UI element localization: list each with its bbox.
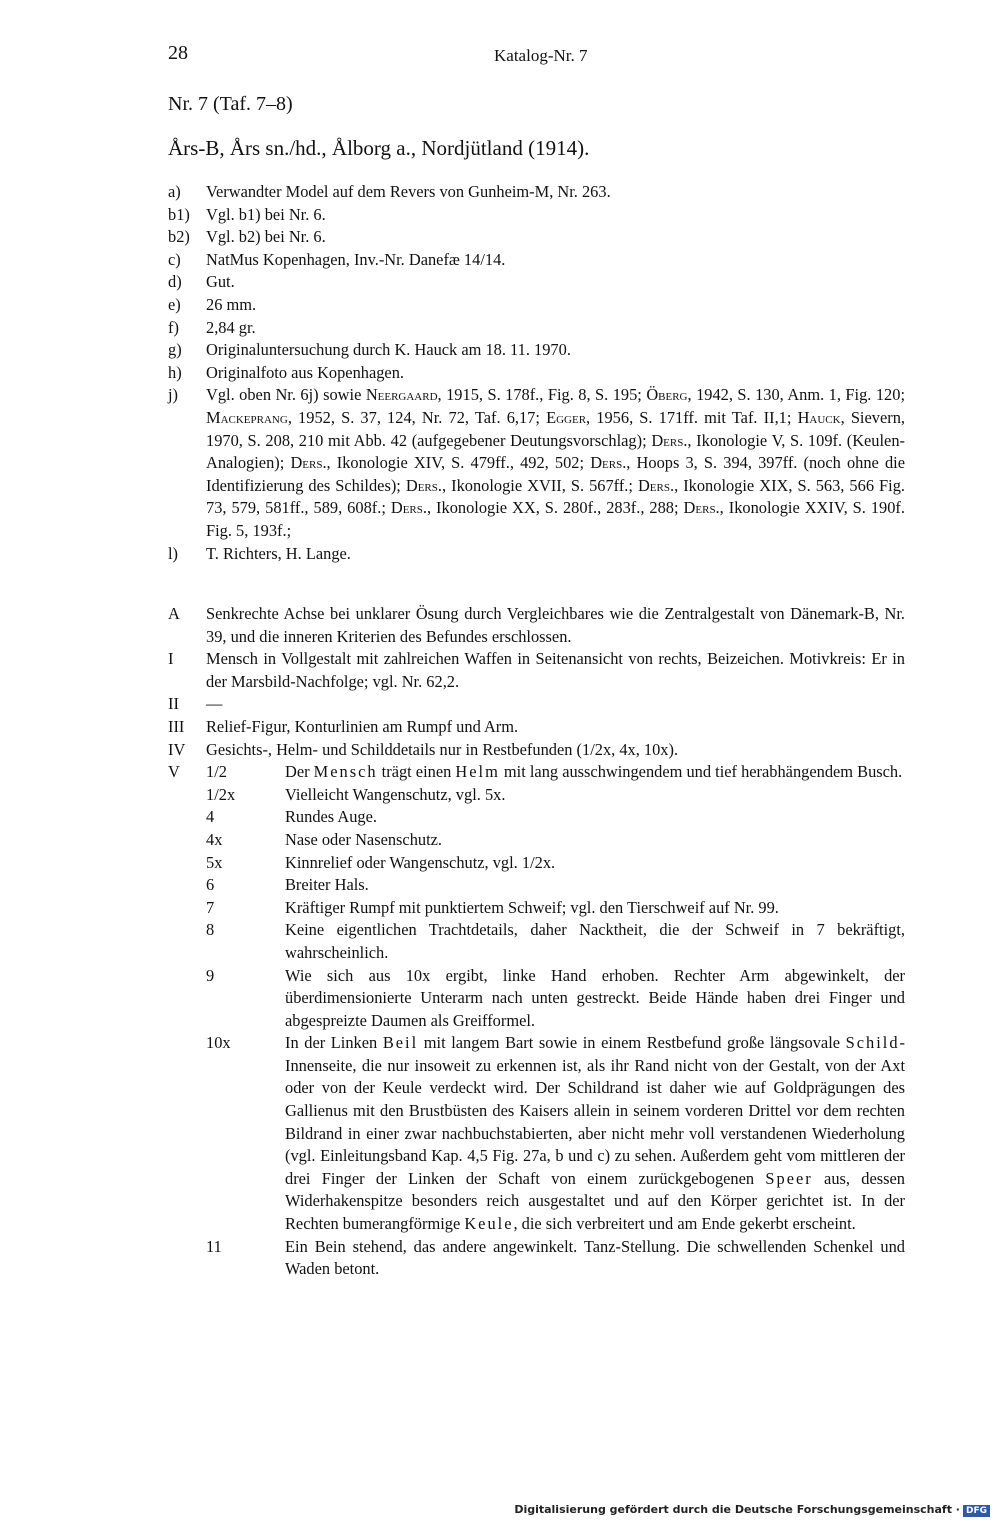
item-key: j)	[168, 385, 179, 405]
list-item	[168, 181, 905, 204]
item-text: Relief-Figur, Konturlinien am Rumpf und Arm.	[206, 716, 519, 736]
item-text: T. Richters, H. Lange.	[206, 543, 351, 563]
entry-subtitle: Års-B, Års sn./hd., Ålborg a., Nordjütland (1914).	[168, 136, 590, 160]
item-text: Vgl. b1) bei Nr. 6.	[206, 204, 326, 224]
item-text: Verwandter Model auf dem Revers von Gunheim-M, Nr. 263.	[206, 182, 611, 201]
detail-item: 6 Breiter Hals.	[206, 875, 369, 895]
item-key: III	[168, 716, 185, 736]
item-text: Senkrechte Achse bei unklarer Ösung durch Vergleichbares wie die Zentralgestalt von Dänemark-B, Nr. 39, und die inneren Kriterien des Befundes erschlossen.	[206, 604, 905, 646]
item-key: d)	[168, 272, 182, 292]
item-key: f)	[168, 317, 179, 337]
detail-item: 10x In der Linken Beil mit langem Bart sowie in einem Restbefund große längsovale Schild-Innenseite, die nur insoweit zu erkennen ist, als ihr Rand nicht von der Gestalt, von der Axt oder von der Keule verdeckt wird. Der Schildrand ist daher wie auf Goldprägungen des Gallienus mit den Brustbüsten des Kaisers allein in seinem vorderen Drittel vor dem rechten Bildrand in einer zwar nachbuchstabierten, aber nicht mehr voll verstandenen Wiederholung (vgl. Einleitungsband Kap. 4,5 Fig. 27a, b und c) zu sehen. Außerdem geht vom mittleren der drei Finger der Linken der Schaft von einem zurückgebogenen Speer aus, dessen Widerhakenspitze besonders reich ausgestaltet und auf den Körper gerichtet ist. In der Rechten bumerangförmige Keule, die sich verbreitert und am Ende gekerbt erscheint.	[206, 1033, 905, 1234]
description-items	[168, 603, 905, 1281]
item-key: h)	[168, 362, 182, 382]
list-item	[168, 739, 905, 762]
detail-item: 8 Keine eigentlichen Trachtdetails, daher Nacktheit, die der Schweif in 7 bekräftigt, wahrscheinlich.	[206, 920, 905, 962]
item-text: Mensch in Vollgestalt mit zahlreichen Waffen in Seitenansicht von rechts, Beizeichen. Motivkreis: Er in der Marsbild-Nachfolge; vgl. Nr. 62,2.	[206, 649, 905, 691]
item-key: A	[168, 604, 180, 623]
list-item	[168, 339, 905, 362]
digitization-credit: Digitalisierung gefördert durch die Deutsche Forschungsgemeinschaft · DFG	[514, 1503, 990, 1517]
list-item	[168, 204, 905, 227]
item-key: a)	[168, 182, 181, 201]
detail-item: 4 Rundes Auge.	[206, 807, 377, 827]
item-key: I	[168, 649, 174, 669]
list-item	[168, 226, 905, 249]
detail-list	[206, 761, 905, 1281]
item-text: Gut.	[206, 272, 235, 292]
item-key: e)	[168, 294, 181, 314]
list-item	[168, 317, 905, 340]
list-item	[168, 603, 905, 648]
detail-item: 1/2 Der Mensch trägt einen Helm mit lang ausschwingendem und tief herabhängendem Busch.	[206, 762, 903, 782]
list-item	[168, 362, 905, 385]
item-text: 26 mm.	[206, 294, 257, 314]
list-item	[168, 249, 905, 272]
item-key: g)	[168, 340, 182, 360]
bibliography-text: Vgl. oben Nr. 6j) sowie Neergaard, 1915, S. 178f., Fig. 8, S. 195; Öberg, 1942, S. 130, Anm. 1, Fig. 120; Mackeprang, 1952, S. 37, 124, Nr. 72, Taf. 6,17; Egger, 1956, S. 171ff. mit Taf. II,1; Hauck, Sievern, 1970, S. 208, 210 mit Abb. 42 (aufgegebener Deutungsvorschlag); Ders., Ikonologie V, S. 109f. (Keulen-Analogien); Ders., Ikonologie XIV, S. 479ff., 492, 502; Ders., Hoops 3, S. 394, 397ff. (noch ohne die Identifizierung des Schildes); Ders., Ikonologie XVII, S. 567ff.; Ders., Ikonologie XIX, S. 563, 566 Fig. 73, 579, 581ff., 589, 608f.; Ders., Ikonologie XX, S. 280f., 283f., 288; Ders., Ikonologie XXIV, S. 190f. Fig. 5, 193f.;	[206, 385, 906, 540]
detail-item: 7 Kräftiger Rumpf mit punktiertem Schweif; vgl. den Tierschweif auf Nr. 99.	[206, 897, 779, 917]
list-item-j	[168, 384, 905, 542]
dfg-logo: DFG	[963, 1505, 990, 1517]
item-text: NatMus Kopenhagen, Inv.-Nr. Danefæ 14/14.	[206, 249, 506, 269]
list-item	[168, 693, 905, 716]
item-key: IV	[168, 739, 186, 759]
item-key: l)	[168, 543, 179, 563]
item-text: Vgl. b2) bei Nr. 6.	[206, 227, 326, 247]
list-item-v	[168, 761, 905, 1281]
item-text: Originalfoto aus Kopenhagen.	[206, 362, 405, 382]
item-text: Originaluntersuchung durch K. Hauck am 18. 11. 1970.	[206, 340, 571, 360]
item-text: 2,84 gr.	[206, 317, 256, 337]
detail-item: 11 Ein Bein stehend, das andere angewinkelt. Tanz-Stellung. Die schwellenden Schenkel und Waden betont.	[206, 1236, 905, 1279]
list-item	[168, 543, 905, 566]
item-key: b2)	[168, 227, 190, 247]
detail-item: 9 Wie sich aus 10x ergibt, linke Hand erhoben. Rechter Arm abgewinkelt, der überdimensionierte Unterarm nach unten gestreckt. Beide Hände haben drei Finger und abgespreizte Daumen als Greifformel.	[206, 965, 905, 1030]
item-key: b1)	[168, 204, 190, 224]
list-item	[168, 648, 905, 693]
detail-item: 1/2x Vielleicht Wangenschutz, vgl. 5x.	[206, 784, 506, 804]
detail-item: 5x Kinnrelief oder Wangenschutz, vgl. 1/2x.	[206, 852, 556, 872]
entry-title: Nr. 7 (Taf. 7–8)	[168, 93, 293, 115]
item-key: V	[168, 762, 180, 782]
item-text: Gesichts-, Helm- und Schilddetails nur in Restbefunden (1/2x, 4x, 10x).	[206, 739, 679, 759]
list-item	[168, 294, 905, 317]
item-key: II	[168, 694, 179, 714]
page-number: 28	[168, 42, 188, 64]
list-item	[168, 716, 905, 739]
running-head: Katalog-Nr. 7	[494, 46, 588, 65]
item-text: —	[206, 694, 223, 714]
detail-item: 4x Nase oder Nasenschutz.	[206, 829, 443, 849]
list-item	[168, 271, 905, 294]
lettered-items	[168, 181, 905, 565]
item-key: c)	[168, 249, 181, 269]
